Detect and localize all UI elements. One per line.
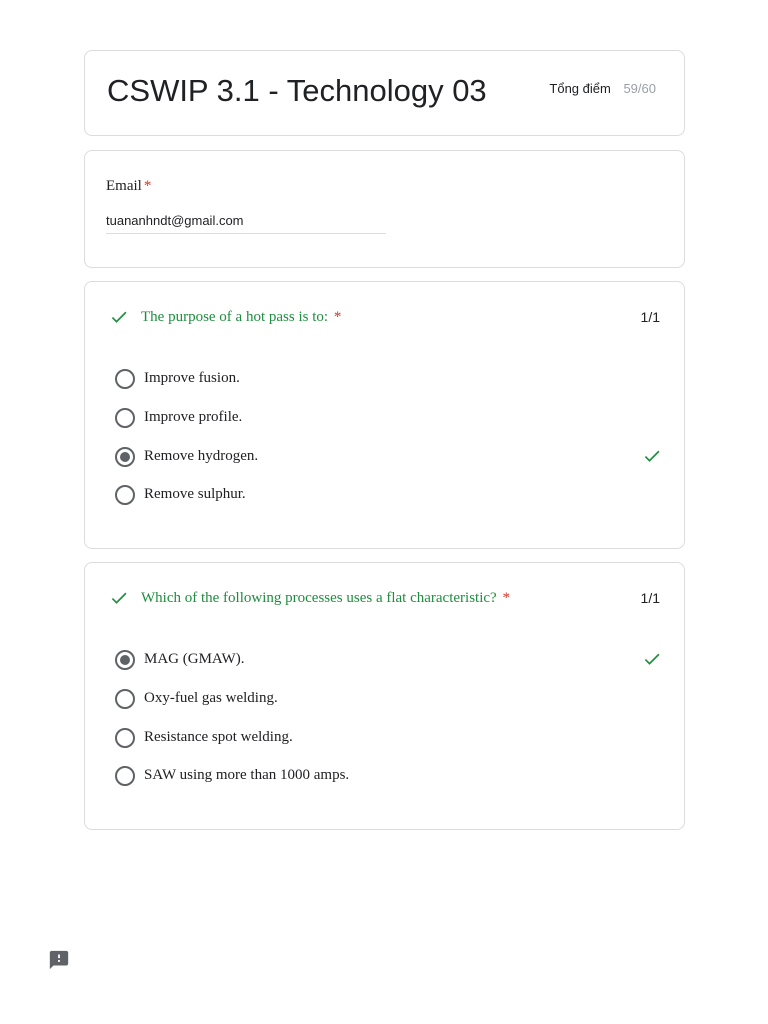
question-card: [84, 562, 685, 830]
radio-button[interactable]: [115, 485, 135, 505]
check-icon: [109, 307, 129, 327]
radio-button[interactable]: [115, 728, 135, 748]
option-label: Resistance spot welding.: [144, 729, 293, 745]
option-label: Remove sulphur.: [144, 486, 246, 502]
radio-button[interactable]: [115, 408, 135, 428]
radio-button[interactable]: [115, 766, 135, 786]
answer-option[interactable]: [115, 764, 654, 788]
option-label: Oxy-fuel gas welding.: [144, 690, 278, 706]
answer-option[interactable]: [115, 367, 654, 391]
form-title: CSWIP 3.1 - Technology 03: [107, 73, 487, 108]
required-asterisk: *: [143, 178, 152, 194]
option-label: Remove hydrogen.: [144, 448, 259, 464]
email-label-text: Email: [106, 178, 142, 194]
radio-button-selected[interactable]: [115, 447, 135, 467]
total-score: [549, 81, 656, 97]
answer-option[interactable]: [115, 406, 654, 430]
email-label: [106, 177, 151, 195]
required-asterisk: *: [502, 590, 510, 606]
question-header: [109, 587, 660, 609]
option-label: SAW using more than 1000 amps.: [144, 767, 350, 783]
answer-option[interactable]: [115, 687, 654, 711]
question-header: [109, 306, 660, 328]
option-label: Improve fusion.: [144, 370, 240, 386]
option-label: Improve profile.: [144, 409, 243, 425]
question-points: 1/1: [640, 590, 660, 606]
radio-button-selected[interactable]: [115, 650, 135, 670]
required-asterisk: *: [333, 309, 342, 325]
question-points: 1/1: [640, 309, 660, 325]
answer-option-selected[interactable]: [115, 445, 654, 469]
check-icon: [109, 588, 129, 608]
question-text: [141, 589, 510, 607]
question-text-label: The purpose of a hot pass is to:: [141, 309, 329, 325]
answer-option[interactable]: [115, 726, 654, 750]
answer-option-selected[interactable]: [115, 648, 654, 672]
radio-button[interactable]: [115, 369, 135, 389]
feedback-icon[interactable]: [48, 949, 70, 971]
email-field: tuananhndt@gmail.com: [106, 213, 386, 234]
score-label: Tổng điểm: [549, 81, 611, 96]
answer-option[interactable]: [115, 483, 654, 507]
question-text-label: Which of the following processes uses a flat characteristic?: [141, 590, 497, 606]
form-header-card: [84, 50, 685, 136]
question-text: [141, 308, 341, 326]
check-icon: [642, 446, 662, 466]
score-value: 59/60: [623, 81, 656, 96]
email-card: [84, 150, 685, 268]
check-icon: [642, 649, 662, 669]
option-label: MAG (GMAW).: [144, 651, 245, 667]
radio-button[interactable]: [115, 689, 135, 709]
question-card: [84, 281, 685, 549]
